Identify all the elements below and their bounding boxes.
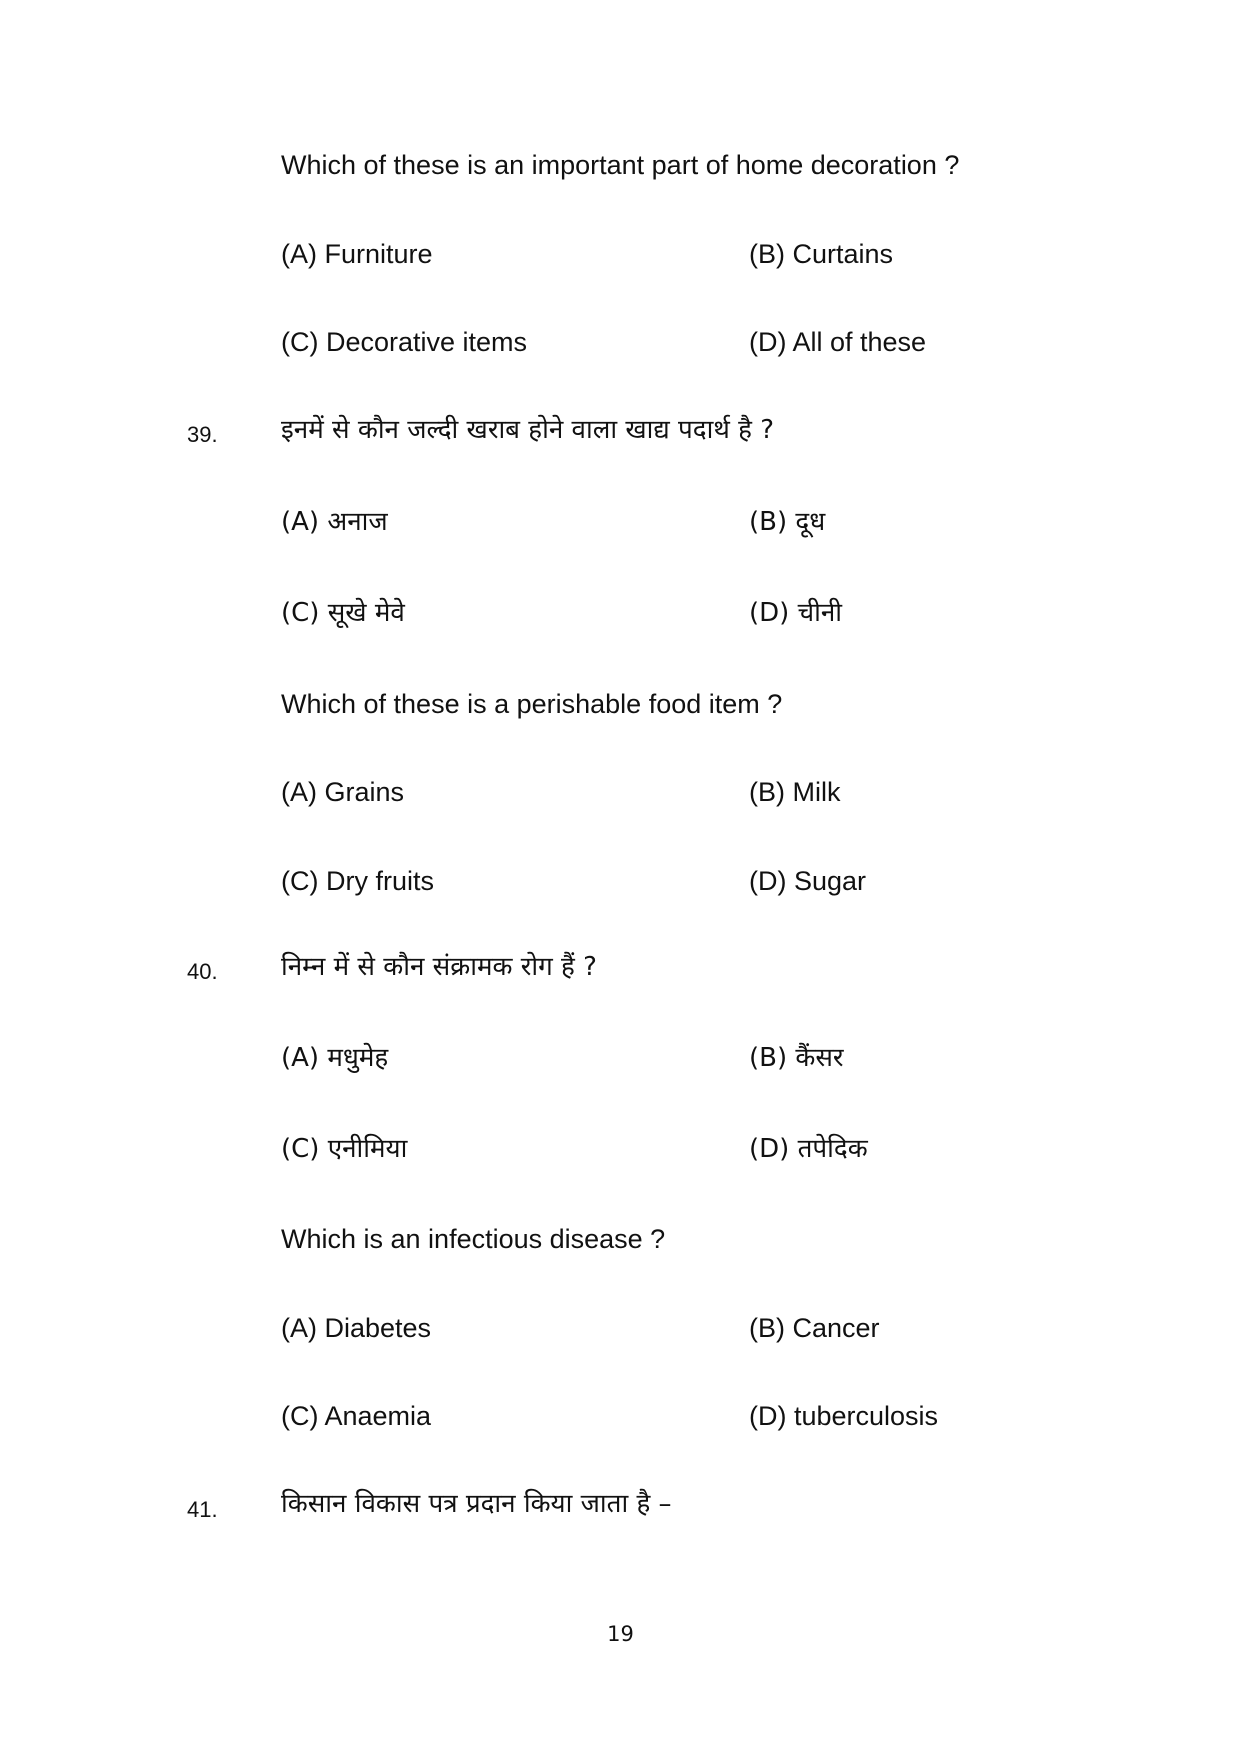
question-text: Which of these is a perishable food item ? [281,689,783,719]
question-text: इनमें से कौन जल्दी खराब होने वाला खाद्य पदार्थ है ? [281,415,775,445]
question-text: Which of these is an important part of home decoration ? [281,150,960,180]
option-d: (D) तपेदिक [749,1134,868,1164]
question-text: किसान विकास पत्र प्रदान किया जाता है – [281,1489,672,1519]
option-c: (C) Decorative items [281,327,528,357]
option-d: (D) Sugar [749,866,867,896]
option-b: (B) कैंसर [749,1043,844,1073]
option-b: (B) Cancer [749,1313,880,1343]
option-c: (C) सूखे मेवे [281,598,405,628]
option-d: (D) tuberculosis [749,1401,939,1431]
question-number: 41. [187,1497,218,1522]
option-d: (D) चीनी [749,598,842,628]
question-number: 39. [187,422,218,447]
page-number: 19 [607,1622,634,1646]
option-b: (B) Curtains [749,239,894,269]
option-b: (B) दूध [749,507,826,537]
option-a: (A) Furniture [281,239,433,269]
option-a: (A) मधुमेह [281,1043,389,1073]
option-a: (A) Diabetes [281,1313,432,1343]
option-b: (B) Milk [749,777,841,807]
question-text: Which is an infectious disease ? [281,1224,666,1254]
question-text: निम्न में से कौन संक्रामक रोग हैं ? [281,952,597,982]
option-c: (C) Anaemia [281,1401,432,1431]
option-d: (D) All of these [749,327,927,357]
option-c: (C) एनीमिया [281,1134,408,1164]
question-number: 40. [187,959,218,984]
option-a: (A) Grains [281,777,405,807]
option-c: (C) Dry fruits [281,866,434,896]
option-a: (A) अनाज [281,507,388,537]
